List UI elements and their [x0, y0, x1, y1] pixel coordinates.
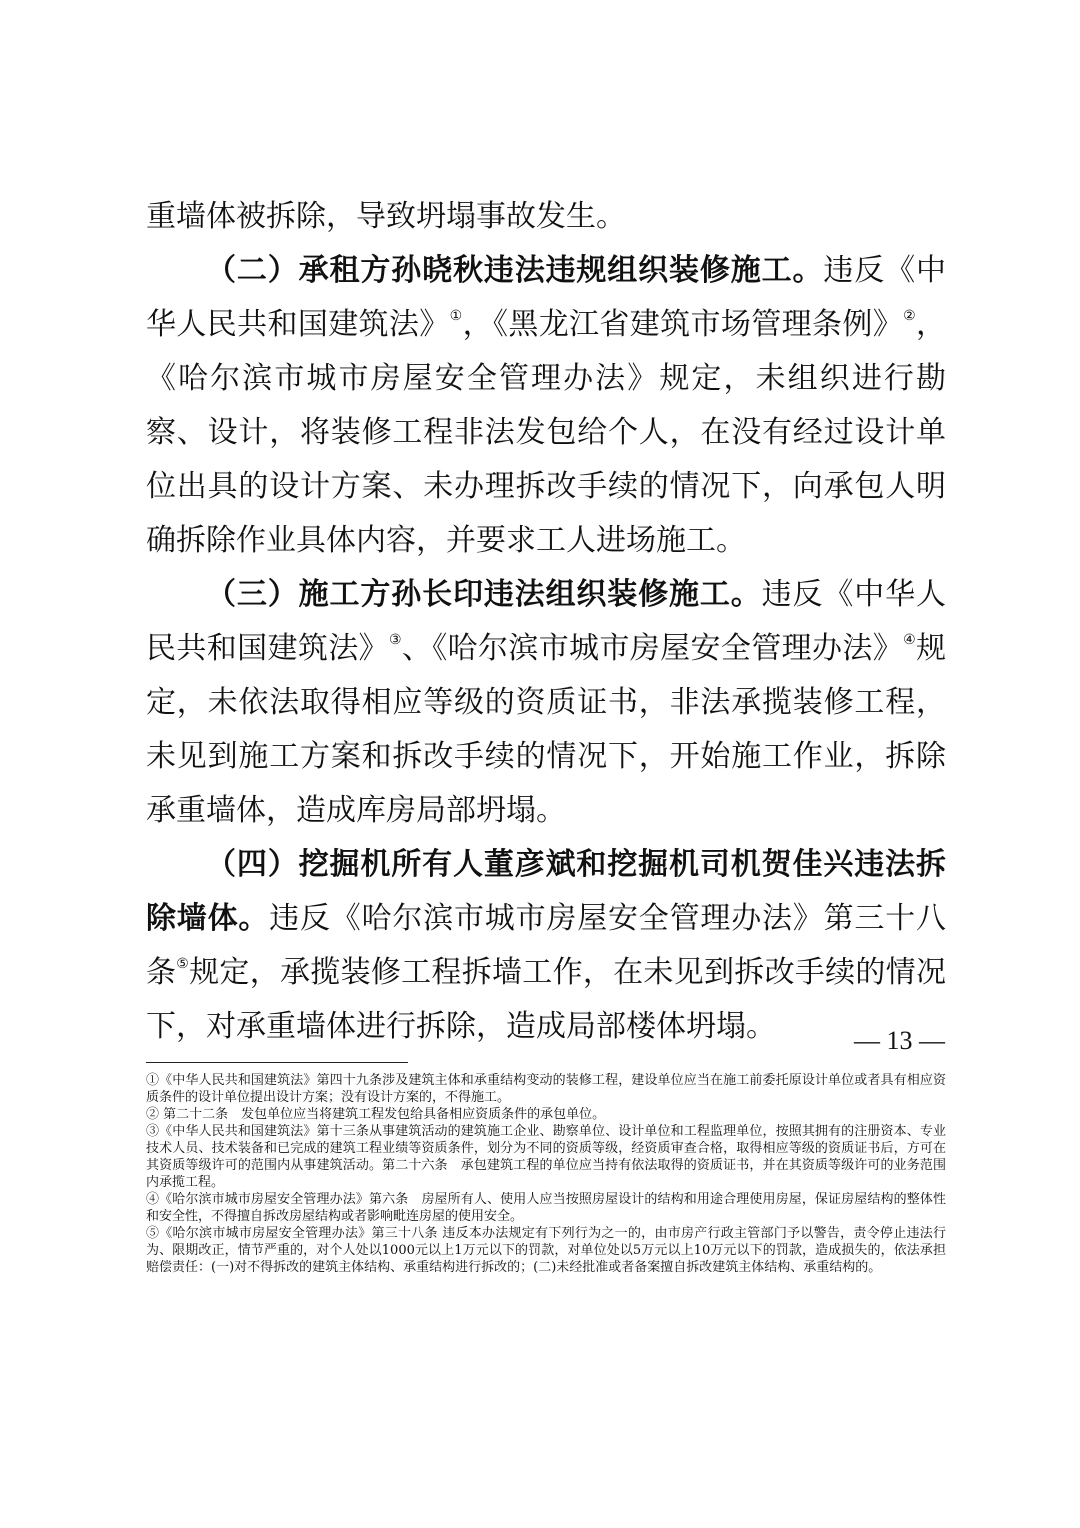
section-three-text: 违反《中华人民共和国建筑法》 — [146, 577, 947, 666]
footnote-ref-2: ② — [903, 308, 917, 324]
continuation-paragraph: 重墙体被拆除，导致坍塌事故发生。 — [146, 199, 626, 234]
page-number: — 13 — — [854, 1026, 945, 1055]
footnote-5: ⑤《哈尔滨市城市房屋安全管理办法》第三十八条 违反本办法规定有下列行为之一的，由市房产行政主管部门予以警告，责令停止违法行为、限期改正，情节严重的，对个人处以1000元以上1万元以下的罚款，对单位处以5万元以上10万元以下的罚款，造成损失的，依法承担赔偿责任：(一)对不得拆改的建筑主体结构、承重结构进行拆改的；(二)未经批准或者备案擅自拆改建筑主体结构、承重结构的。 — [146, 1226, 946, 1275]
footnote-ref-4: ④ — [903, 632, 916, 648]
section-four-heading: （四）挖掘机所有人董彦斌和挖掘机司机贺佳兴违法拆除墙体。 — [146, 847, 946, 936]
section-three-heading: （三）施工方孙长印违法组织装修施工。 — [206, 577, 762, 612]
section-two-paragraph — [146, 244, 946, 568]
footnote-separator — [146, 1062, 408, 1063]
section-four-text: 违反《哈尔滨市城市房屋安全管理办法》第三十八条 — [146, 901, 947, 990]
body-text — [146, 190, 946, 1054]
footnote-ref-1: ① — [449, 308, 463, 324]
footnote-3: ③《中华人民共和国建筑法》第十三条从事建筑活动的建筑施工企业、勘察单位、设计单位和工程监理单位，按照其拥有的注册资本、专业技术人员、技术装备和已完成的建筑工程业绩等资质条件，划分为不同的资质等级，经资质审查合格，取得相应等级的资质证书后，方可在其资质等级许可的范围内从事建筑活动。第二十六条 承包建筑工程的单位应当持有依法取得的资质证书，并在其资质等级许可的业务范围内承揽工程。 — [146, 1124, 946, 1190]
section-two-text: ，《哈尔滨市城市房屋安全管理办法》规定，未组织进行勘察、设计，将装修工程非法发包给个人，在没有经过设计单位出具的设计方案、未办理拆改手续的情况下，向承包人明确拆除作业具体内容，并要求工人进场施工。 — [146, 307, 947, 558]
section-two-text: 违反《中华人民共和国建筑法》 — [146, 253, 946, 342]
section-four-text: 规定，承揽装修工程拆墙工作，在未见到拆改手续的情况下，对承重墙体进行拆除，造成局部楼体坍塌。 — [146, 955, 947, 1044]
footnotes — [146, 1072, 946, 1276]
section-three-text: 规定，未依法取得相应等级的资质证书，非法承揽装修工程，未见到施工方案和拆改手续的情况下，开始施工作业，拆除承重墙体，造成库房局部坍塌。 — [146, 631, 946, 828]
section-four-paragraph — [146, 838, 946, 1054]
section-three-paragraph — [146, 568, 946, 838]
section-two-heading: （二）承租方孙晓秋违法违规组织装修施工。 — [206, 253, 824, 288]
footnote-1: ①《中华人民共和国建筑法》第四十九条涉及建筑主体和承重结构变动的装修工程，建设单位应当在施工前委托原设计单位或者具有相应资质条件的设计单位提出设计方案；没有设计方案的，不得施工。 — [146, 1073, 946, 1105]
footnote-ref-3: ③ — [388, 632, 402, 648]
footnote-ref-5: ⑤ — [176, 956, 190, 972]
section-three-text: 、《哈尔滨市城市房屋安全管理办法》 — [401, 631, 904, 666]
footnote-4: ④《哈尔滨市城市房屋安全管理办法》第六条 房屋所有人、使用人应当按照房屋设计的结构和用途合理使用房屋，保证房屋结构的整体性和安全性，不得擅自拆改房屋结构或者影响毗连房屋的使用安全。 — [146, 1192, 946, 1224]
section-two-text: ，《黑龙江省建筑市场管理条例》 — [462, 307, 904, 342]
footnote-2: ② 第二十二条 发包单位应当将建筑工程发包给具备相应资质条件的承包单位。 — [146, 1107, 606, 1122]
